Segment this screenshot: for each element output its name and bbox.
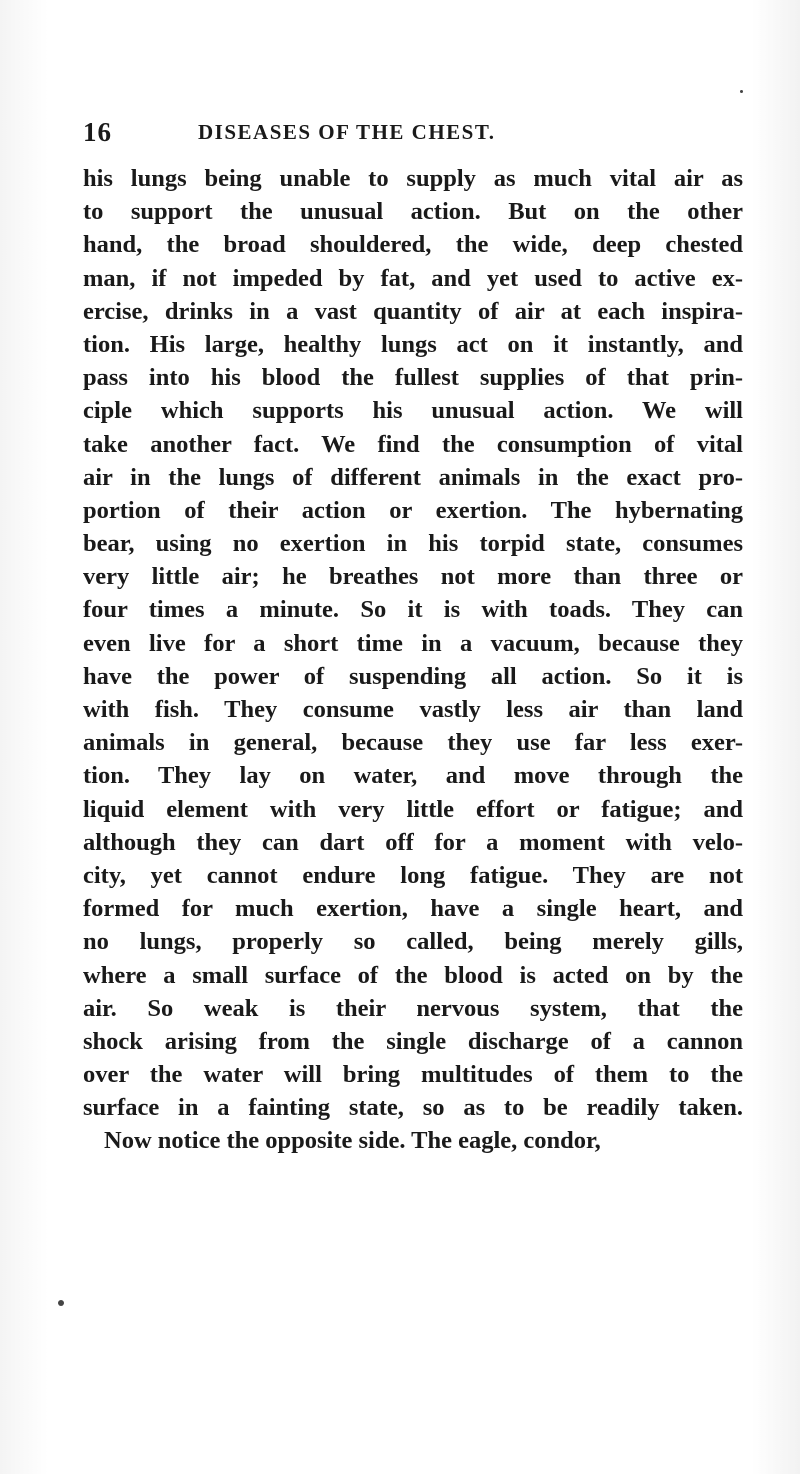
page-header	[83, 117, 573, 157]
text-line: where a small surface of the blood is acted on by the	[83, 961, 743, 989]
text-line: even live for a short time in a vacuum, because they	[83, 629, 743, 657]
text-line: portion of their action or exertion. The hybernating	[83, 496, 743, 524]
print-speck	[58, 1300, 64, 1306]
text-line: pass into his blood the fullest supplies of that prin-	[83, 364, 743, 392]
text-line: man, if not impeded by fat, and yet used to active ex-	[83, 264, 743, 292]
text-line: although they can dart off for a moment with velo-	[83, 828, 743, 856]
text-line: have the power of suspending all action. So it is	[83, 662, 743, 690]
text-line: tion. They lay on water, and move through the	[83, 762, 743, 790]
text-line: to support the unusual action. But on the other	[83, 198, 743, 226]
text-line: ercise, drinks in a vast quantity of air at each inspira-	[83, 297, 743, 325]
text-line: take another fact. We find the consumption of vital	[83, 430, 743, 458]
text-line: formed for much exertion, have a single heart, and	[83, 895, 743, 923]
text-line: air in the lungs of different animals in the exact pro-	[83, 463, 743, 491]
page-number: 16	[83, 117, 112, 147]
text-line: air. So weak is their nervous system, that the	[83, 994, 743, 1022]
text-line: city, yet cannot endure long fatigue. They are not	[83, 861, 743, 889]
text-line: tion. His large, healthy lungs act on it instantly, and	[83, 330, 743, 358]
text-line: hand, the broad shouldered, the wide, deep chested	[83, 231, 743, 259]
text-line: no lungs, properly so called, being merely gills,	[83, 928, 743, 956]
running-title: DISEASES OF THE CHEST.	[198, 120, 496, 144]
text-line: liquid element with very little effort or fatigue; and	[83, 795, 743, 823]
text-line: Now notice the opposite side. The eagle, condor,	[104, 1127, 601, 1155]
text-line: shock arising from the single discharge of a cannon	[83, 1027, 743, 1055]
text-line: over the water will bring multitudes of them to the	[83, 1061, 743, 1089]
text-line: bear, using no exertion in his torpid state, consumes	[83, 530, 743, 558]
text-line: ciple which supports his unusual action. We will	[83, 397, 743, 425]
print-speck	[740, 90, 743, 93]
text-line: four times a minute. So it is with toads. They can	[83, 596, 743, 624]
text-line: surface in a fainting state, so as to be readily taken.	[83, 1094, 743, 1122]
text-line: animals in general, because they use far less exer-	[83, 729, 743, 757]
text-line: very little air; he breathes not more than three or	[83, 563, 743, 591]
body-text	[83, 162, 743, 1158]
text-line: with fish. They consume vastly less air than land	[83, 696, 743, 723]
text-line: his lungs being unable to supply as much vital air as	[83, 165, 743, 192]
